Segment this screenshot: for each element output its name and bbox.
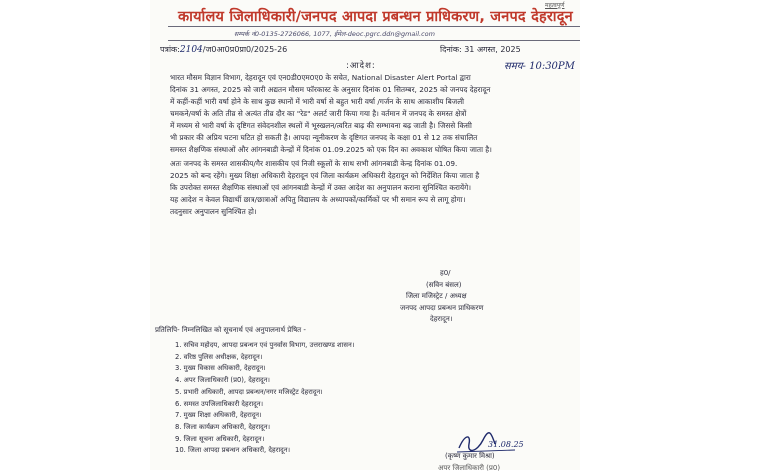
- office-title: कार्यालय जिलाधिकारी/जनपद आपदा प्रबन्धन प्राधिकरण, जनपद देहरादून: [178, 9, 573, 25]
- copy-to-list: [175, 340, 354, 457]
- list-item: 4. अपर जिलाधिकारी (प्र0), देहरादून।: [175, 376, 270, 385]
- paragraph-line: तदनुसार अनुपालन सुनिश्चित हो।: [170, 207, 257, 216]
- list-item: 6. समस्त उपजिलाधिकारी देहरादून।: [175, 399, 264, 408]
- paragraph-line: यह आदेश न केवल विद्यार्थी छात्र/छात्राओं अपितु विद्यालय के अध्यापकों/कार्मिकों पर भी समान रूप से लागू होगा।: [170, 195, 466, 204]
- list-item: 10. जिला आपदा प्रबन्धन अधिकारी, देहरादून।: [175, 446, 291, 455]
- countersign-name: (कृष्ण कुमार मिश्रा): [445, 452, 495, 460]
- list-item: 7. मुख्य शिक्षा अधिकारी, देहरादून।: [175, 411, 262, 420]
- signatory-place: देहरादून।: [430, 315, 453, 323]
- handwritten-date: 31.08.25: [488, 440, 524, 449]
- paragraph-line: चमकने/वर्षा के अति तीव्र से अत्यंत तीव्र दौर का "रेड" अलर्ट जारी किया गया है। वर्तमान में जनपद के समस्त क्षेत्रों: [170, 109, 467, 118]
- date-label: दिनांक:: [440, 45, 462, 54]
- list-item: 5. प्रभारी अधिकारी, आपदा प्रबन्धन/नगर मजिस्ट्रेट देहरादून।: [175, 387, 323, 396]
- list-item: 3. मुख्य विकास अधिकारी, देहरादून।: [175, 364, 266, 373]
- list-item: 9. जिला सूचना अधिकारी, देहरादून।: [175, 434, 265, 443]
- reference-prefix: पत्रांक:: [160, 45, 180, 54]
- corner-note: महत्वपूर्ण: [545, 2, 565, 9]
- signatory-name: (सविन बंसल): [426, 280, 462, 289]
- list-item: 1. सचिव महोदय, आपदा प्रबन्धन एवं पुनर्वास विभाग, उत्तराखण्ड शासन।: [175, 341, 355, 349]
- signatory-designation: जिला मजिस्ट्रेट / अध्यक्ष: [406, 292, 467, 300]
- paragraph-line: समस्त शैक्षणिक संस्थाओं और आंगनबाडी केन्द्रों में दिनांक 01.09.2025 को एक दिन का अवकाश घोषित किया जाता है।: [170, 145, 492, 154]
- time-note: समय- 10:30PM: [504, 61, 575, 72]
- date-value: 31 अगस्त, 2025: [464, 45, 521, 54]
- order-heading: :आदेश:: [346, 61, 376, 71]
- reference-handwritten-number: 2104: [179, 45, 203, 55]
- reference-date: [440, 44, 521, 55]
- signature-block: [400, 268, 483, 326]
- signed-mark: ह0/: [440, 269, 451, 277]
- paragraph-line: कि उपरोक्त समस्त शैक्षणिक संस्थाओं एवं आंगनबाडी केन्द्रों में उक्त आदेश का अनुपालन कराना सुनिश्चित करायेंगे।: [170, 183, 471, 192]
- paragraph-line: अतः जनपद के समस्त शासकीय/गैर शासकीय एवं निजी स्कूलों के साथ सभी आंगनबाडी केन्द्र दिनांक 01.09.: [170, 159, 458, 168]
- list-item: 2. वरिष्ठ पुलिस अधीक्षक, देहरादून।: [175, 352, 263, 361]
- list-item: 8. जिला कार्यक्रम अधिकारी, देहरादून।: [175, 422, 271, 431]
- paragraph-line: 2025 को बन्द रहेंगे। मुख्य शिक्षा अधिकारी देहरादून एवं जिला कार्यक्रम अधिकारी देहरादून को निर्देशित किया जाता है: [170, 171, 480, 180]
- header-rule-bottom: [168, 40, 580, 41]
- paragraph-line: भारत मौसम विज्ञान विभाग, देहरादून एवं एन0डी0एम0ए0 के सचेत, National Disaster Alert Portal द्वारा: [170, 73, 471, 82]
- paragraph-2: [170, 158, 575, 218]
- paragraph-line: में मध्यम से भारी वर्षा के दृष्टिगत संवेदनशील स्थलों में भूस्खलन/त्वरित बाढ़ की सम्भावना बढ़ जाती है। जिससे किसी: [170, 121, 472, 130]
- paragraph-line: दिनांक 31 अगस्त, 2025 को जारी अद्यतन मौसम फॉरकास्ट के अनुसार दिनांक 01 सितम्बर, 2025 को जनपद देहरादून: [170, 85, 491, 94]
- countersign-designation: अपर जिलाधिकारी (प्र0): [438, 464, 501, 472]
- signatory-authority: जनपद आपदा प्रबन्धन प्राधिकरण: [400, 303, 484, 312]
- header-rule-top: [168, 26, 580, 27]
- paragraph-line: भी प्रकार की अप्रिय घटना घटित हो सकती है। आपदा न्यूनीकरण के दृष्टिगत जनपद के कक्षा 01 से 12 तक संचालित: [170, 133, 478, 142]
- paragraph-1: [170, 72, 575, 156]
- reference-number: [160, 44, 287, 55]
- contact-line: सम्पर्क नं0-0135-2726066, 1077, ईमेल-deoc.pgrc.ddn@gmail.com: [234, 30, 435, 38]
- paragraph-line: में कहीं-कहीं भारी वर्षा होने के साथ कुछ स्थानों में भारी वर्षा से बहुत भारी वर्षा /गर्जन के साथ आकाशीय बिजली: [170, 97, 465, 106]
- reference-suffix: /ज0आ0प्र0प्रा0/2025-26: [202, 45, 288, 54]
- copy-to-heading: प्रतिलिपि- निम्नलिखित को सूचनार्थ एवं अनुपालनार्थ प्रेषित -: [155, 326, 306, 334]
